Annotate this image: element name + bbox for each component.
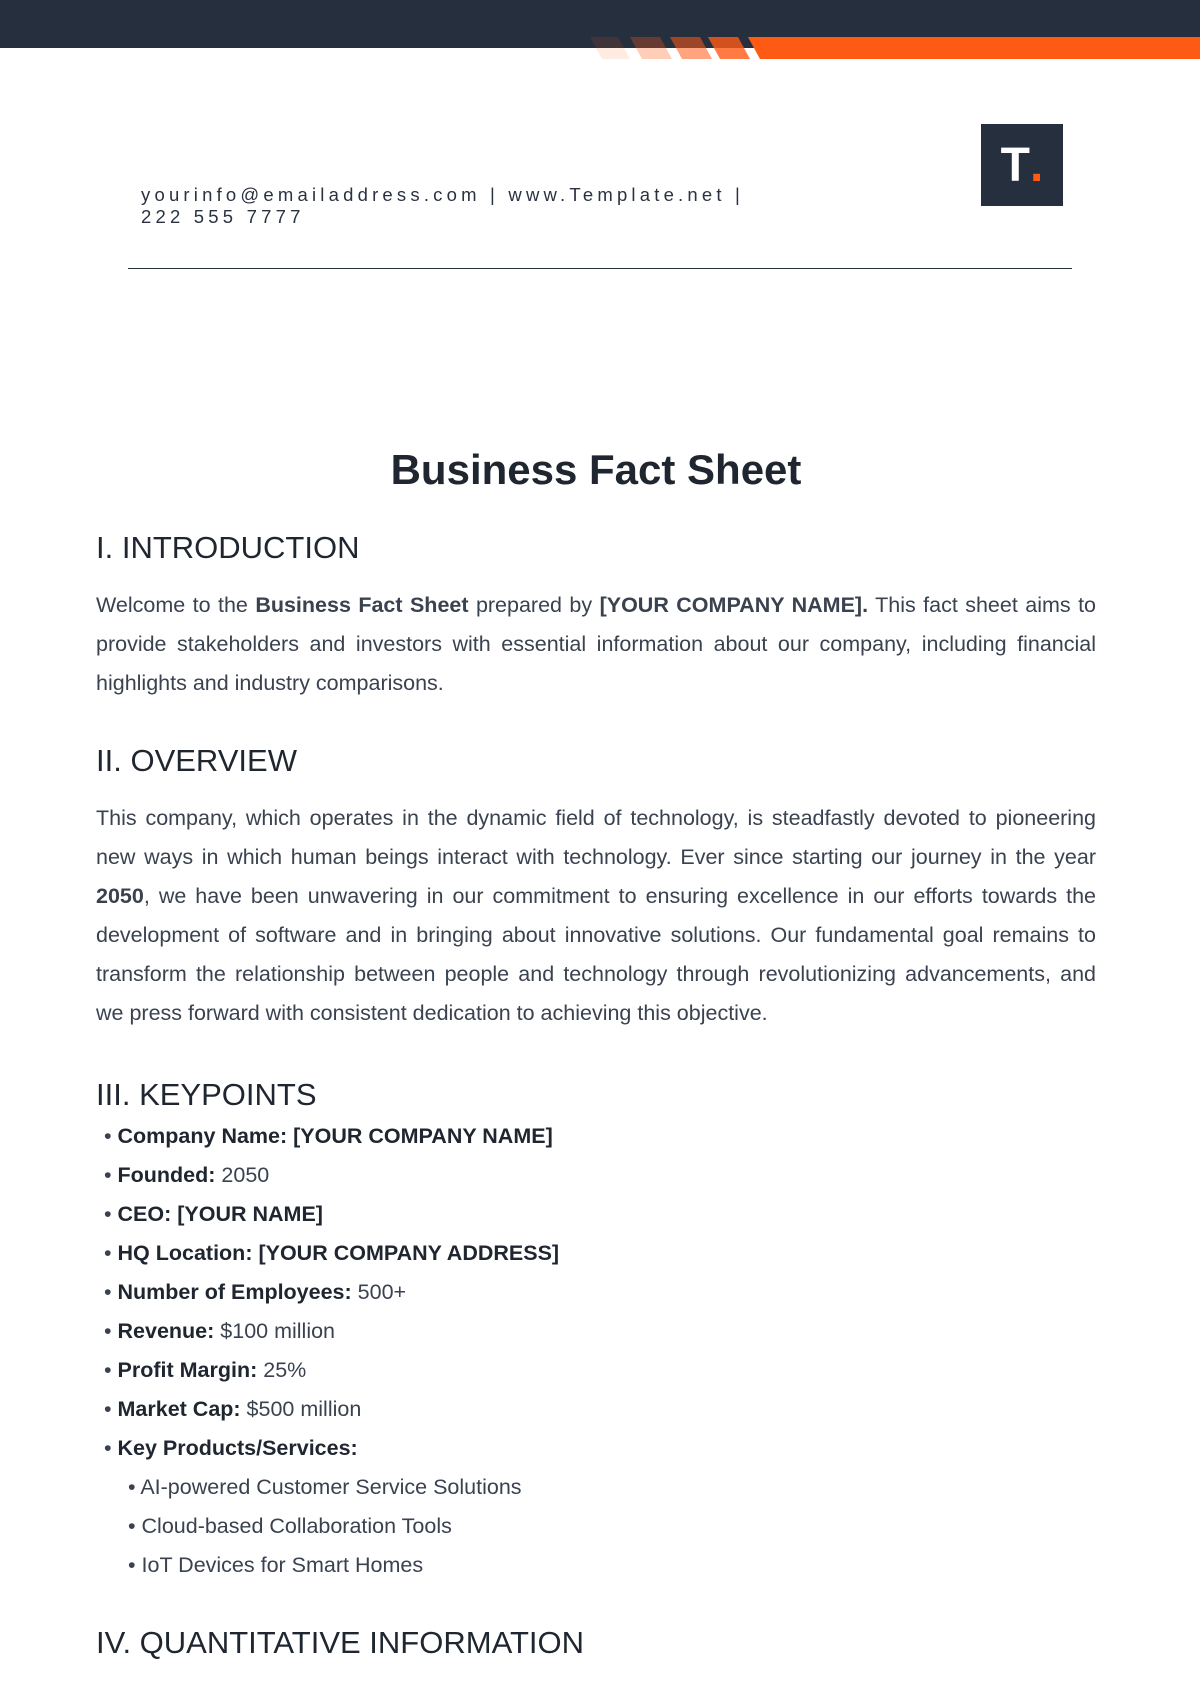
intro-bold-title: Business Fact Sheet <box>255 593 469 617</box>
list-item <box>104 1390 1096 1429</box>
document-body <box>96 440 1096 1663</box>
header-accent-stripes <box>0 0 1200 64</box>
section-heading-overview: II. OVERVIEW <box>96 743 297 778</box>
list-item <box>104 1351 1096 1390</box>
keypoint-value: 25% <box>257 1358 307 1382</box>
section-heading-quantitative: IV. QUANTITATIVE INFORMATION <box>96 1625 584 1660</box>
logo-letter: T <box>1000 138 1030 192</box>
product-item: • AI-powered Customer Service Solutions <box>128 1468 1096 1507</box>
list-item <box>104 1273 1096 1312</box>
contact-line-email-website: yourinfo@emailaddress.com | www.Template.net | <box>141 184 745 205</box>
contact-info <box>141 184 841 228</box>
header-divider <box>128 268 1072 269</box>
keypoint-label: CEO: [YOUR NAME] <box>117 1202 323 1226</box>
keypoint-label: Market Cap: <box>117 1397 241 1421</box>
list-item <box>104 1429 1096 1585</box>
intro-text-3: This fact sheet aims to provide stakeholders and investors with essential information about our company, including financial highlights and industry comparisons. <box>96 593 1096 695</box>
list-item <box>104 1195 1096 1234</box>
products-sublist <box>128 1468 1096 1585</box>
keypoints-list <box>104 1117 1096 1585</box>
keypoint-label: Company Name: [YOUR COMPANY NAME] <box>117 1124 553 1148</box>
keypoint-label: HQ Location: [YOUR COMPANY ADDRESS] <box>117 1241 560 1265</box>
overview-bold-year: 2050 <box>96 884 144 908</box>
keypoint-value: 500+ <box>351 1280 407 1304</box>
keypoint-value: 2050 <box>215 1163 270 1187</box>
contact-line-phone: 222 555 7777 <box>141 206 305 227</box>
list-item <box>104 1234 1096 1273</box>
keypoint-label: Revenue: <box>117 1319 215 1343</box>
section-heading-keypoints: III. KEYPOINTS <box>96 1077 317 1112</box>
overview-text-2: , we have been unwavering in our commitment to ensuring excellence in our efforts towards the development of software and in bringing about innovative solutions. Our fundamental goal remains to transform the relationship between people and technology through revolutionizing advancements, and we press forward with consistent dedication to achieving this objective. <box>96 884 1096 1025</box>
list-item <box>104 1156 1096 1195</box>
list-item <box>104 1117 1096 1156</box>
keypoint-label: Key Products/Services: <box>117 1436 358 1460</box>
keypoint-label: Founded: <box>117 1163 216 1187</box>
introduction-paragraph <box>96 586 1096 703</box>
keypoint-label: Number of Employees: <box>117 1280 352 1304</box>
page-title: Business Fact Sheet <box>390 446 802 493</box>
logo-dot: . <box>1029 138 1044 192</box>
overview-paragraph <box>96 799 1096 1033</box>
keypoint-label: Profit Margin: <box>117 1358 258 1382</box>
overview-text-1: This company, which operates in the dynamic field of technology, is steadfastly devoted to pioneering new ways in which human beings interact with technology. Ever since starting our journey in the year <box>96 806 1096 869</box>
company-logo <box>981 124 1063 206</box>
keypoint-value: $500 million <box>240 1397 362 1421</box>
list-item <box>104 1312 1096 1351</box>
intro-text-2: prepared by <box>468 593 600 617</box>
keypoint-value: $100 million <box>214 1319 336 1343</box>
section-heading-introduction: I. INTRODUCTION <box>96 530 360 565</box>
product-item: • IoT Devices for Smart Homes <box>128 1546 1096 1585</box>
intro-bold-company: [YOUR COMPANY NAME]. <box>599 593 869 617</box>
intro-text-1: Welcome to the <box>96 593 256 617</box>
product-item: • Cloud-based Collaboration Tools <box>128 1507 1096 1546</box>
